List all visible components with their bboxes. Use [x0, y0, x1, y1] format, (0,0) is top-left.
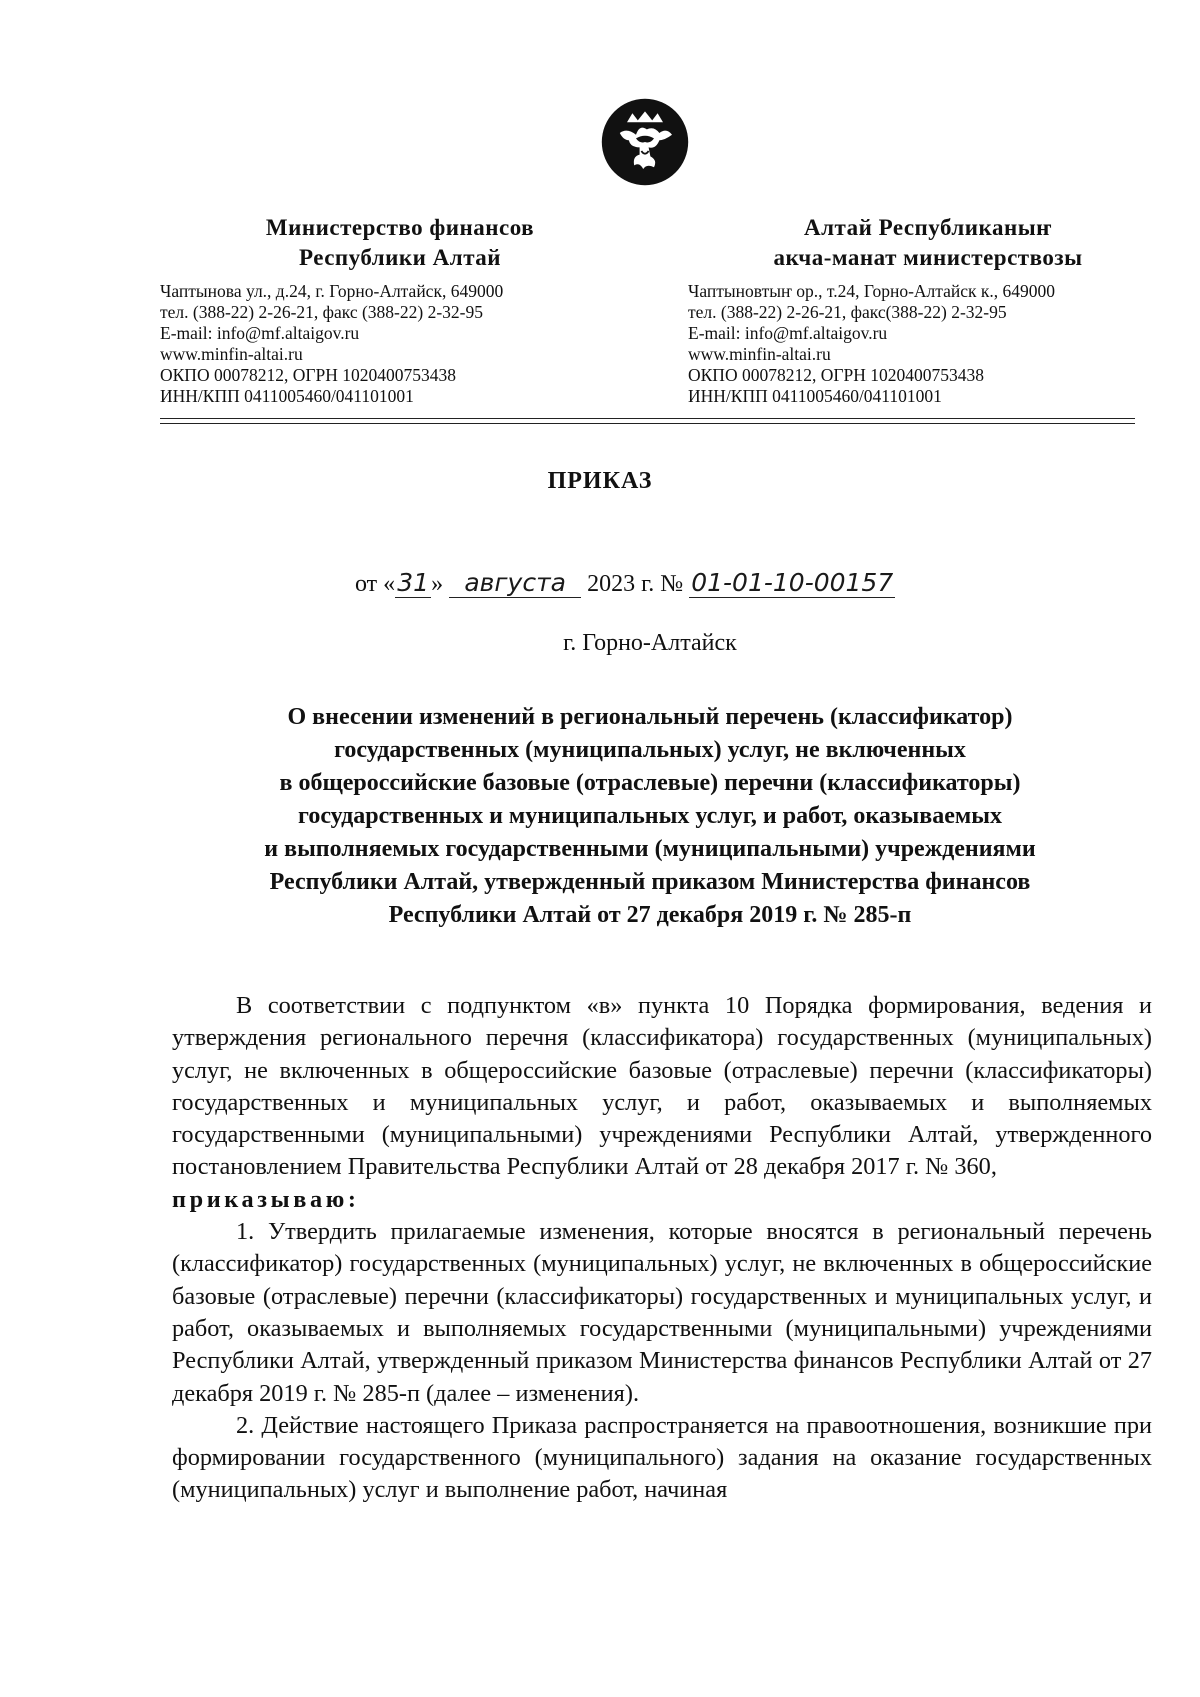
city: г. Горно-Алтайск	[563, 630, 737, 656]
inn-kpp: ИНН/КПП 0411005460/041101001	[688, 386, 942, 406]
date-day: 31	[395, 568, 431, 598]
address: Чаптынова ул., д.24, г. Горно-Алтайск, 649000	[160, 281, 504, 301]
title-line: О внесении изменений в региональный перечень (классификатор)	[287, 704, 1013, 730]
org-name-line: Республики Алтай	[298, 245, 502, 270]
org-name-russian	[160, 213, 640, 273]
okpo-ogrn: ОКПО 00078212, ОГРН 1020400753438	[688, 365, 984, 385]
altai-republic-emblem-icon	[600, 97, 690, 187]
phone-fax: тел. (388-22) 2-26-21, факс (388-22) 2-32-95	[160, 302, 483, 322]
item-1-paragraph: 1. Утвердить прилагаемые изменения, которые вносятся в региональный перечень (классификатор) государственных (муниципальных) услуг, не включенных в общероссийские базовые (отраслевые) перечни (классификаторы) государственных и муниципальных услуг, и работ, оказываемых и выполняемых государственными (муниципальными) учреждениями Республики Алтай, утвержденный приказом Министерства финансов Республики Алтай от 27 декабря 2019 г. № 285-п (далее – изменения).	[172, 1218, 1152, 1407]
org-name-line: Министерство финансов	[265, 215, 535, 240]
date-number-line	[355, 568, 895, 598]
okpo-ogrn: ОКПО 00078212, ОГРН 1020400753438	[160, 365, 456, 385]
address: Чаптыновтыҥ ор., т.24, Горно-Алтайск к., 649000	[688, 281, 1056, 301]
title-line: Республики Алтай от 27 декабря 2019 г. № 285-п	[388, 902, 912, 928]
command-word: приказываю:	[172, 1185, 360, 1213]
org-name-altai	[688, 213, 1168, 273]
title-line: Республики Алтай, утвержденный приказом Министерства финансов	[269, 869, 1031, 895]
org-details	[688, 281, 1168, 407]
header-divider	[160, 418, 1135, 419]
preamble-paragraph: В соответствии с подпунктом «в» пункта 10 Порядка формирования, ведения и утверждения регионального перечня (классификатора) государственных (муниципальных) услуг, не включенных в общероссийские базовые (отраслевые) перечни (классификаторы) государственных и муниципальных услуг, и работ, оказываемых и выполняемых государственными (муниципальными) учреждениями Республики Алтай, утвержденного постановлением Правительства Республики Алтай от 28 декабря 2017 г. № 360,	[172, 992, 1152, 1181]
date-year: 2023 г. №	[581, 571, 690, 597]
title-line: в общероссийские базовые (отраслевые) перечни (классификаторы)	[279, 770, 1021, 796]
header-right-block	[688, 213, 1168, 407]
phone-fax: тел. (388-22) 2-26-21, факс(388-22) 2-32-95	[688, 302, 1007, 322]
item-2-paragraph: 2. Действие настоящего Приказа распространяется на правоотношения, возникшие при формировании государственного (муниципального) задания на оказание государственных (муниципальных) услуг и выполнение работ, начиная	[172, 1411, 1152, 1504]
email: E-mail: info@mf.altaigov.ru	[688, 323, 888, 343]
document-title	[190, 701, 1110, 932]
date-prefix: от «	[355, 571, 396, 597]
header-left-block	[160, 213, 640, 407]
document-type: ПРИКАЗ	[547, 468, 653, 494]
website: www.minfin-altai.ru	[688, 344, 831, 364]
website: www.minfin-altai.ru	[160, 344, 303, 364]
org-name-line: акча-манат министерствозы	[773, 245, 1083, 270]
title-line: и выполняемых государственными (муниципальными) учреждениями	[264, 836, 1036, 862]
org-details	[160, 281, 640, 407]
title-line: государственных и муниципальных услуг, и работ, оказываемых	[298, 803, 1002, 829]
document-number: 01-01-10-00157	[691, 568, 894, 597]
date-mid: »	[431, 571, 444, 597]
title-line: государственных (муниципальных) услуг, не включенных	[334, 737, 966, 763]
inn-kpp: ИНН/КПП 0411005460/041101001	[160, 386, 414, 406]
date-month: августа	[449, 568, 581, 598]
header-divider	[160, 423, 1135, 424]
document-body	[172, 990, 1152, 1507]
org-name-line: Алтай Республиканыҥ	[803, 215, 1053, 240]
email: E-mail: info@mf.altaigov.ru	[160, 323, 360, 343]
